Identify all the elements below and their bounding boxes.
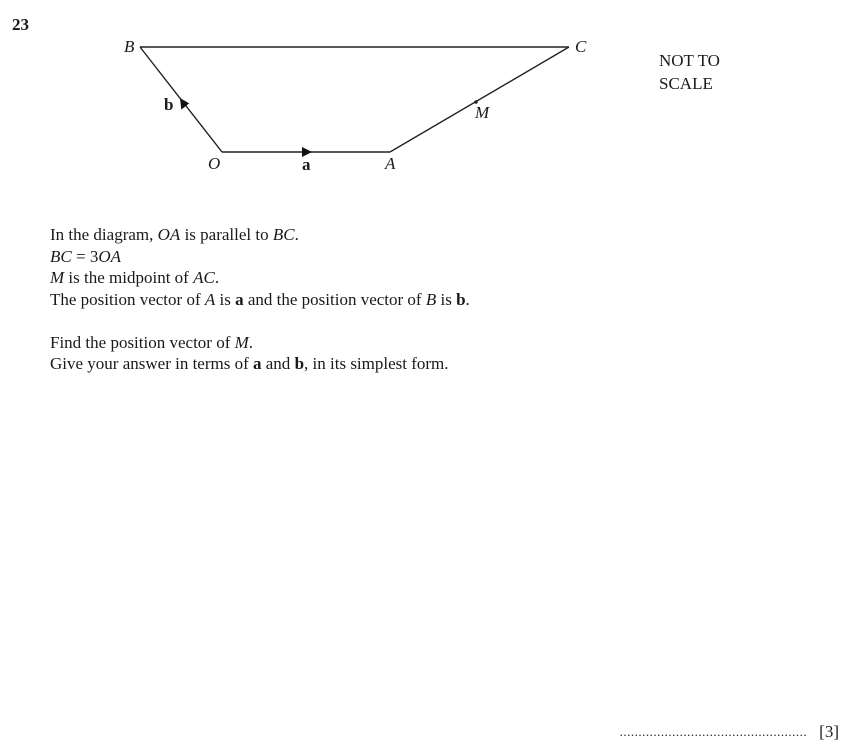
statement-position-vectors: [50, 289, 470, 311]
vector-a: a: [235, 289, 244, 309]
statement-ratio: [50, 246, 470, 268]
text-span: Find the position vector of: [50, 332, 235, 352]
label-vector-b: b: [164, 95, 174, 114]
text-span: Give your answer in terms of: [50, 354, 254, 373]
vector-b: b: [456, 289, 466, 309]
var-B: B: [425, 289, 437, 309]
label-C: C: [575, 37, 587, 56]
instruction-find: [50, 332, 470, 354]
vector-a: a: [253, 354, 262, 373]
label-O: O: [208, 154, 221, 173]
var-BC: BC: [50, 246, 72, 266]
answer-area[interactable]: [620, 722, 839, 742]
answer-dotted-line[interactable]: ..................................................: [619, 724, 808, 739]
not-to-scale-note: [659, 49, 720, 95]
var-A: A: [204, 289, 216, 309]
text-span: is parallel to: [180, 225, 273, 244]
text-span: In the diagram,: [50, 225, 158, 244]
label-vector-a: a: [302, 155, 311, 174]
text-span: .: [214, 268, 220, 287]
var-M: M: [50, 268, 65, 287]
text-span: .: [248, 332, 254, 352]
paragraph-gap: [50, 310, 470, 332]
question-number: 23: [12, 15, 29, 34]
trapezium-diagram: [0, 0, 853, 200]
var-OA: OA: [157, 225, 181, 244]
var-OA: OA: [98, 246, 121, 266]
text-span: and: [261, 354, 295, 373]
var-M: M: [234, 332, 249, 352]
label-B: B: [124, 37, 135, 56]
text-span: The position vector of: [50, 289, 205, 309]
instruction-form: [50, 353, 470, 375]
text-span: , in its simplest form.: [304, 354, 449, 373]
label-A: A: [385, 154, 396, 173]
text-span: = 3: [71, 246, 99, 266]
label-M: M: [475, 103, 490, 122]
statement-parallel: [50, 224, 470, 246]
text-span: .: [294, 225, 299, 244]
text-span: and the position vector of: [243, 289, 426, 309]
not-to-scale-line-2: SCALE: [659, 74, 713, 93]
not-to-scale-line-1: NOT TO: [659, 51, 720, 70]
var-AC: AC: [193, 268, 215, 287]
statement-midpoint: [50, 267, 470, 289]
vector-b: b: [294, 354, 305, 373]
text-span: .: [465, 289, 470, 309]
text-span: is: [436, 289, 457, 309]
var-BC: BC: [272, 225, 295, 244]
marks-label: [3]: [819, 722, 839, 741]
question-text: [50, 224, 470, 375]
text-span: is: [215, 289, 236, 309]
side-AC: [390, 47, 569, 152]
text-span: is the midpoint of: [64, 268, 194, 287]
